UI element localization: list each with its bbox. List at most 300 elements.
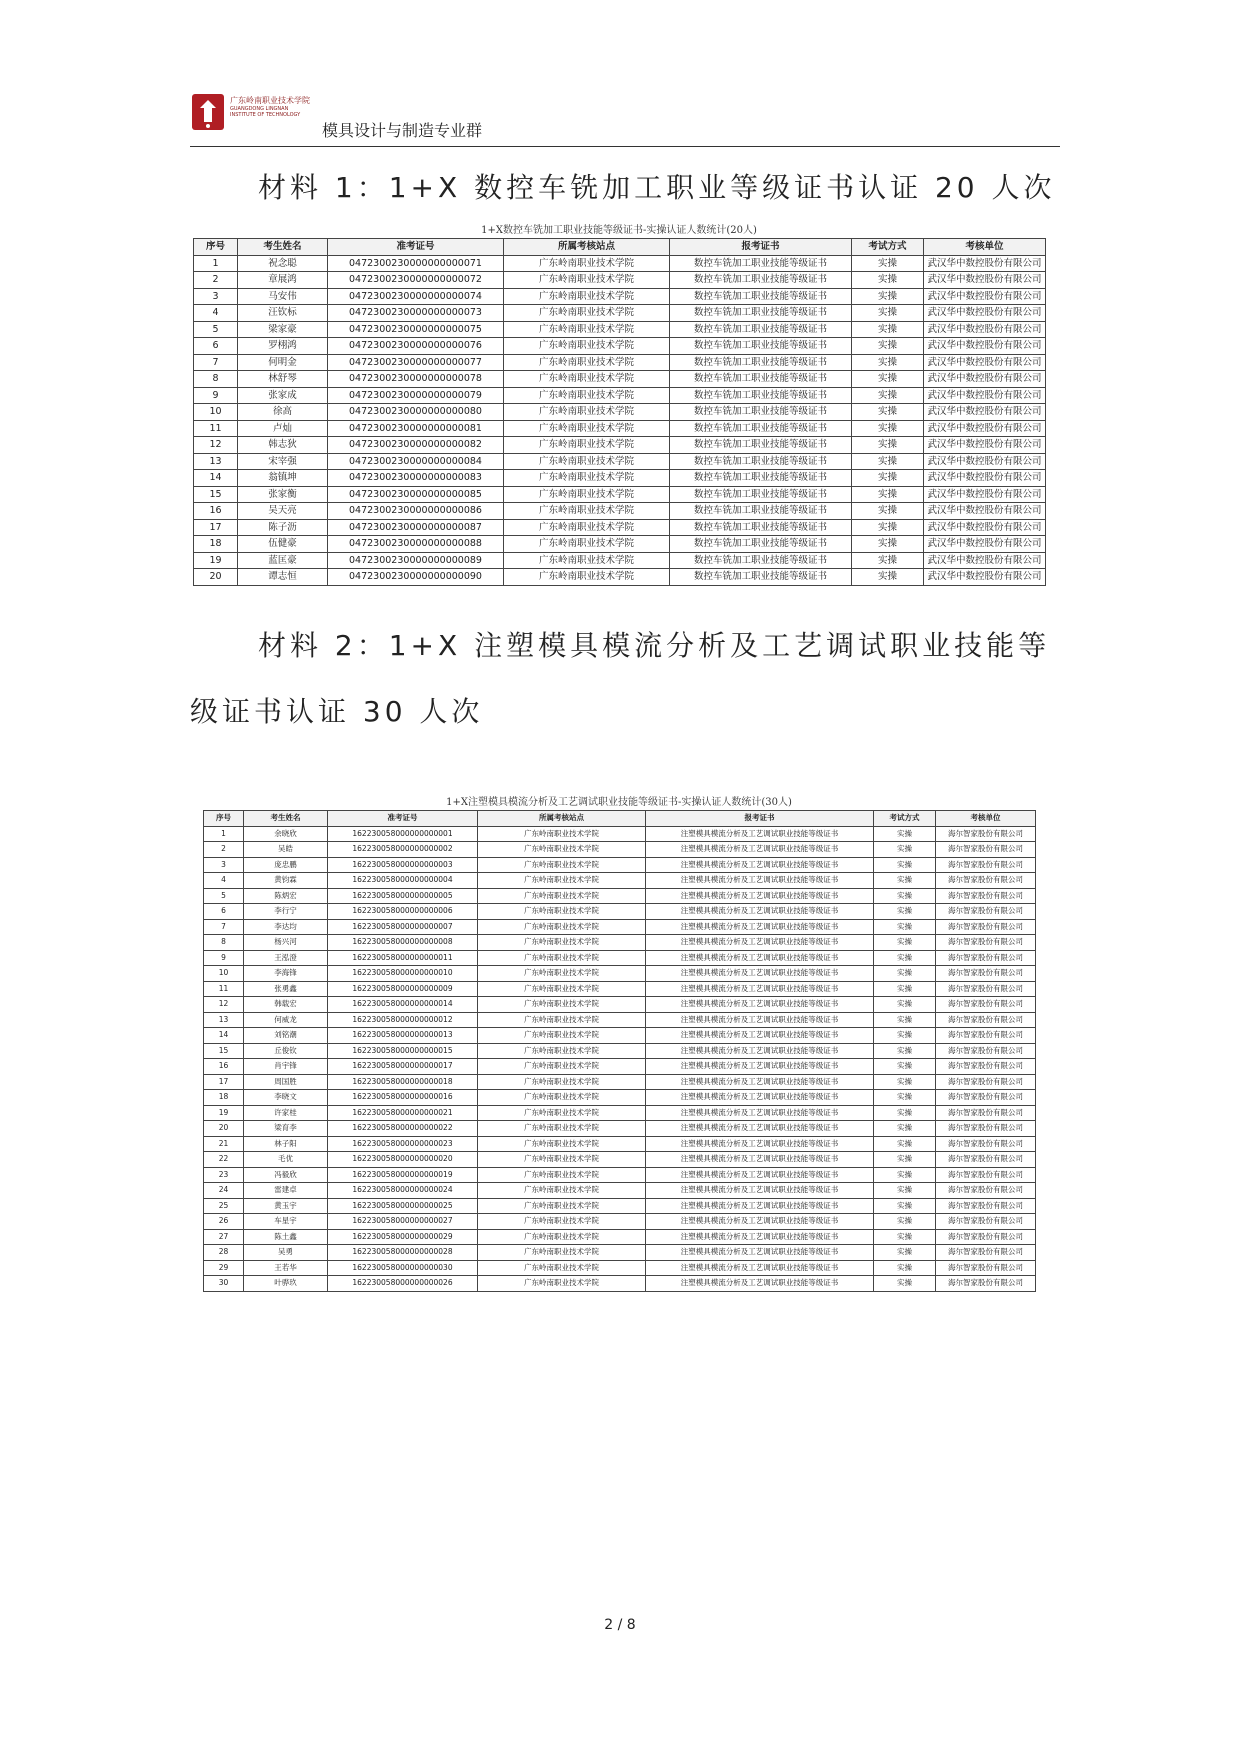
table-cell: 9 [204,950,244,966]
table-cell: 实操 [874,873,936,889]
table-cell: 注塑模具模流分析及工艺调试职业技能等级证书 [646,904,874,920]
material2-heading-line2: 级证书认证 30 人次 [190,695,484,728]
table-cell: 注塑模具模流分析及工艺调试职业技能等级证书 [646,1028,874,1044]
table-cell: 162230058000000000009 [328,981,478,997]
table-cell: 23 [204,1167,244,1183]
table-row [194,503,1046,520]
column-header: 准考证号 [328,811,478,827]
table-cell: 22 [204,1152,244,1168]
table-cell: 162230058000000000018 [328,1074,478,1090]
table-cell: 广东岭南职业技术学院 [478,1198,646,1214]
table-row [194,354,1046,371]
table-cell: 0472300230000000000078 [328,371,504,388]
table-cell: 海尔智家股份有限公司 [936,888,1036,904]
table-cell: 数控车铣加工职业技能等级证书 [670,305,852,322]
table-cell: 实操 [874,826,936,842]
table-cell: 黄钧霖 [244,873,328,889]
table-cell: 广东岭南职业技术学院 [504,321,670,338]
table-cell: 实操 [852,288,924,305]
table-cell: 162230058000000000029 [328,1229,478,1245]
table-cell: 广东岭南职业技术学院 [478,1105,646,1121]
table-cell: 162230058000000000030 [328,1260,478,1276]
table-cell: 张家成 [238,387,328,404]
table-cell: 海尔智家股份有限公司 [936,1260,1036,1276]
table-cell: 数控车铣加工职业技能等级证书 [670,338,852,355]
material2-table [203,810,1036,1292]
table-cell: 注塑模具模流分析及工艺调试职业技能等级证书 [646,842,874,858]
table-cell: 广东岭南职业技术学院 [504,486,670,503]
table-row [194,519,1046,536]
table-cell: 实操 [874,1136,936,1152]
table-cell: 162230058000000000027 [328,1214,478,1230]
table-cell: 实操 [852,371,924,388]
table-row [194,338,1046,355]
table-cell: 注塑模具模流分析及工艺调试职业技能等级证书 [646,1167,874,1183]
table-cell: 实操 [852,453,924,470]
table-cell: 3 [194,288,238,305]
table-cell: 实操 [852,404,924,421]
table-cell: 实操 [874,1214,936,1230]
table-cell: 广东岭南职业技术学院 [478,1012,646,1028]
table-row [194,371,1046,388]
table-cell: 实操 [874,1276,936,1292]
table-cell: 162230058000000000005 [328,888,478,904]
table-cell: 162230058000000000006 [328,904,478,920]
table-cell: 实操 [874,1229,936,1245]
table-cell: 实操 [874,888,936,904]
header-title: 模具设计与制造专业群 [322,121,483,140]
table-cell: 海尔智家股份有限公司 [936,1198,1036,1214]
table-cell: 注塑模具模流分析及工艺调试职业技能等级证书 [646,1260,874,1276]
table-cell: 0472300230000000000090 [328,569,504,586]
school-logo-text [230,96,310,118]
table-cell: 注塑模具模流分析及工艺调试职业技能等级证书 [646,1012,874,1028]
table-cell: 海尔智家股份有限公司 [936,873,1036,889]
table-cell: 卢灿 [238,420,328,437]
table-cell: 17 [204,1074,244,1090]
material2-table-block [203,796,1035,1292]
table-cell: 林子阳 [244,1136,328,1152]
table-cell: 王若华 [244,1260,328,1276]
table-header-row [204,811,1036,827]
table-cell: 数控车铣加工职业技能等级证书 [670,519,852,536]
table-cell: 12 [194,437,238,454]
table-cell: 广东岭南职业技术学院 [504,503,670,520]
table-cell: 实操 [874,919,936,935]
table-row [194,404,1046,421]
table-row [204,857,1036,873]
table-cell: 海尔智家股份有限公司 [936,904,1036,920]
table-cell: 实操 [874,1183,936,1199]
table-cell: 注塑模具模流分析及工艺调试职业技能等级证书 [646,1043,874,1059]
table-cell: 162230058000000000023 [328,1136,478,1152]
table-cell: 海尔智家股份有限公司 [936,1074,1036,1090]
table-cell: 7 [204,919,244,935]
table-cell: 广东岭南职业技术学院 [478,826,646,842]
table-cell: 广东岭南职业技术学院 [504,470,670,487]
material1-heading: 材料 1：1+X 数控车铣加工职业等级证书认证 20 人次 [258,171,1056,204]
table-cell: 广东岭南职业技术学院 [504,354,670,371]
table-cell: 海尔智家股份有限公司 [936,1090,1036,1106]
table-row [204,1028,1036,1044]
material2-heading-line1: 材料 2：1+X 注塑模具模流分析及工艺调试职业技能等 [258,629,1051,662]
table-cell: 庞忠鹏 [244,857,328,873]
table-cell: 武汉华中数控股份有限公司 [924,387,1046,404]
table-cell: 3 [204,857,244,873]
table-cell: 26 [204,1214,244,1230]
table-cell: 数控车铣加工职业技能等级证书 [670,503,852,520]
table-cell: 162230058000000000002 [328,842,478,858]
table-cell: 广东岭南职业技术学院 [504,437,670,454]
table-cell: 注塑模具模流分析及工艺调试职业技能等级证书 [646,873,874,889]
table-cell: 雷建卓 [244,1183,328,1199]
material1-table-block [193,224,1045,586]
table-cell: 刘铭潮 [244,1028,328,1044]
table-cell: 广东岭南职业技术学院 [478,919,646,935]
table-cell: 0472300230000000000083 [328,470,504,487]
table-cell: 数控车铣加工职业技能等级证书 [670,321,852,338]
table-cell: 广东岭南职业技术学院 [478,1167,646,1183]
table-cell: 6 [194,338,238,355]
table-cell: 广东岭南职业技术学院 [478,1090,646,1106]
table-row [204,1152,1036,1168]
table-cell: 广东岭南职业技术学院 [504,420,670,437]
table-cell: 广东岭南职业技术学院 [478,1074,646,1090]
table-cell: 162230058000000000003 [328,857,478,873]
table-cell: 广东岭南职业技术学院 [504,305,670,322]
table-cell: 19 [194,552,238,569]
table-cell: 广东岭南职业技术学院 [504,453,670,470]
table-row [194,321,1046,338]
table-cell: 海尔智家股份有限公司 [936,1028,1036,1044]
table-cell: 实操 [874,1105,936,1121]
table-cell: 162230058000000000014 [328,997,478,1013]
table-cell: 王泓澄 [244,950,328,966]
table-cell: 车星宇 [244,1214,328,1230]
table-cell: 广东岭南职业技术学院 [478,1136,646,1152]
table-cell: 梁育李 [244,1121,328,1137]
table-cell: 0472300230000000000072 [328,272,504,289]
table-cell: 章展鸿 [238,272,328,289]
table-row [194,255,1046,272]
table-cell: 实操 [852,470,924,487]
table-cell: 实操 [852,569,924,586]
table-cell: 数控车铣加工职业技能等级证书 [670,272,852,289]
table-cell: 0472300230000000000085 [328,486,504,503]
column-header: 报考证书 [646,811,874,827]
table-row [204,1245,1036,1261]
table-cell: 数控车铣加工职业技能等级证书 [670,371,852,388]
table-cell: 数控车铣加工职业技能等级证书 [670,569,852,586]
table-cell: 广东岭南职业技术学院 [478,1229,646,1245]
table-cell: 实操 [852,519,924,536]
table-cell: 注塑模具模流分析及工艺调试职业技能等级证书 [646,1074,874,1090]
table-cell: 海尔智家股份有限公司 [936,919,1036,935]
table-cell: 0472300230000000000075 [328,321,504,338]
table-cell: 162230058000000000024 [328,1183,478,1199]
table-cell: 0472300230000000000071 [328,255,504,272]
table-cell: 注塑模具模流分析及工艺调试职业技能等级证书 [646,857,874,873]
table-cell: 0472300230000000000073 [328,305,504,322]
table-cell: 实操 [874,1167,936,1183]
table-cell: 冯毅欣 [244,1167,328,1183]
table-row [204,919,1036,935]
table-cell: 数控车铣加工职业技能等级证书 [670,536,852,553]
table-cell: 武汉华中数控股份有限公司 [924,437,1046,454]
table-row [204,1090,1036,1106]
table-row [204,997,1036,1013]
table-row [204,1183,1036,1199]
table-cell: 注塑模具模流分析及工艺调试职业技能等级证书 [646,950,874,966]
table-cell: 海尔智家股份有限公司 [936,1121,1036,1137]
table-cell: 0472300230000000000089 [328,552,504,569]
table-cell: 162230058000000000025 [328,1198,478,1214]
table-cell: 广东岭南职业技术学院 [504,404,670,421]
table-cell: 16 [194,503,238,520]
table-cell: 吴勇 [244,1245,328,1261]
table-cell: 162230058000000000004 [328,873,478,889]
table-cell: 广东岭南职业技术学院 [504,536,670,553]
table-row [194,387,1046,404]
table-cell: 武汉华中数控股份有限公司 [924,354,1046,371]
table-cell: 11 [204,981,244,997]
table-cell: 0472300230000000000079 [328,387,504,404]
table-cell: 叶骅玖 [244,1276,328,1292]
table-cell: 实操 [852,272,924,289]
table-cell: 海尔智家股份有限公司 [936,935,1036,951]
table-cell: 0472300230000000000074 [328,288,504,305]
table-cell: 0472300230000000000088 [328,536,504,553]
table-cell: 实操 [874,1074,936,1090]
page-header [190,88,1060,147]
table-cell: 实操 [852,437,924,454]
material2-table-title: 1+X注塑模具模流分析及工艺调试职业技能等级证书-实操认证人数统计(30人) [446,797,792,808]
school-name-cn: 广东岭南职业技术学院 [230,96,310,105]
table-cell: 海尔智家股份有限公司 [936,842,1036,858]
table-cell: 武汉华中数控股份有限公司 [924,536,1046,553]
table-cell: 广东岭南职业技术学院 [504,288,670,305]
table-cell: 海尔智家股份有限公司 [936,1059,1036,1075]
table-cell: 4 [204,873,244,889]
table-row [194,569,1046,586]
table-cell: 李行宁 [244,904,328,920]
column-header: 所属考核站点 [478,811,646,827]
table-cell: 林舒琴 [238,371,328,388]
table-cell: 周国胜 [244,1074,328,1090]
column-header: 准考证号 [328,239,504,256]
table-cell: 16 [204,1059,244,1075]
table-cell: 10 [204,966,244,982]
table-cell: 0472300230000000000081 [328,420,504,437]
table-cell: 数控车铣加工职业技能等级证书 [670,387,852,404]
table-cell: 注塑模具模流分析及工艺调试职业技能等级证书 [646,1105,874,1121]
table-row [204,935,1036,951]
column-header: 考核单位 [924,239,1046,256]
table-cell: 14 [194,470,238,487]
table-cell: 注塑模具模流分析及工艺调试职业技能等级证书 [646,1245,874,1261]
column-header: 考试方式 [874,811,936,827]
table-cell: 注塑模具模流分析及工艺调试职业技能等级证书 [646,1276,874,1292]
table-cell: 162230058000000000021 [328,1105,478,1121]
table-row [204,873,1036,889]
table-cell: 7 [194,354,238,371]
table-cell: 注塑模具模流分析及工艺调试职业技能等级证书 [646,1198,874,1214]
table-cell: 162230058000000000015 [328,1043,478,1059]
column-header: 所属考核站点 [504,239,670,256]
table-cell: 19 [204,1105,244,1121]
table-cell: 武汉华中数控股份有限公司 [924,503,1046,520]
table-cell: 注塑模具模流分析及工艺调试职业技能等级证书 [646,966,874,982]
table-cell: 武汉华中数控股份有限公司 [924,569,1046,586]
table-cell: 广东岭南职业技术学院 [478,1214,646,1230]
table-row [194,486,1046,503]
table-cell: 徐高 [238,404,328,421]
table-cell: 翁镇坤 [238,470,328,487]
school-name-en-1: GUANGDONG LINGNAN [230,106,289,112]
table-cell: 29 [204,1260,244,1276]
table-cell: 海尔智家股份有限公司 [936,1229,1036,1245]
table-cell: 实操 [874,935,936,951]
table-cell: 海尔智家股份有限公司 [936,950,1036,966]
table-cell: 广东岭南职业技术学院 [504,255,670,272]
table-cell: 广东岭南职业技术学院 [478,1059,646,1075]
table-cell: 实操 [852,354,924,371]
table-cell: 9 [194,387,238,404]
table-cell: 注塑模具模流分析及工艺调试职业技能等级证书 [646,888,874,904]
table-cell: 21 [204,1136,244,1152]
table-cell: 24 [204,1183,244,1199]
table-cell: 1 [204,826,244,842]
table-row [204,1214,1036,1230]
table-cell: 武汉华中数控股份有限公司 [924,272,1046,289]
table-cell: 海尔智家股份有限公司 [936,1105,1036,1121]
table-cell: 20 [204,1121,244,1137]
table-cell: 广东岭南职业技术学院 [478,950,646,966]
table-row [194,470,1046,487]
table-cell: 实操 [874,1260,936,1276]
table-cell: 实操 [852,338,924,355]
table-row [204,1121,1036,1137]
table-cell: 11 [194,420,238,437]
table-cell: 数控车铣加工职业技能等级证书 [670,255,852,272]
table-cell: 0472300230000000000076 [328,338,504,355]
table-cell: 广东岭南职业技术学院 [478,935,646,951]
table-cell: 4 [194,305,238,322]
material1-table [193,238,1046,586]
table-cell: 注塑模具模流分析及工艺调试职业技能等级证书 [646,1059,874,1075]
table-cell: 海尔智家股份有限公司 [936,857,1036,873]
table-cell: 祝念聪 [238,255,328,272]
table-row [204,966,1036,982]
table-cell: 数控车铣加工职业技能等级证书 [670,453,852,470]
column-header: 序号 [194,239,238,256]
table-cell: 武汉华中数控股份有限公司 [924,404,1046,421]
table-cell: 162230058000000000010 [328,966,478,982]
table-row [194,453,1046,470]
table-cell: 武汉华中数控股份有限公司 [924,453,1046,470]
table-cell: 武汉华中数控股份有限公司 [924,321,1046,338]
table-cell: 海尔智家股份有限公司 [936,1043,1036,1059]
column-header: 考生姓名 [244,811,328,827]
table-cell: 注塑模具模流分析及工艺调试职业技能等级证书 [646,1214,874,1230]
table-row [204,1012,1036,1028]
table-cell: 数控车铣加工职业技能等级证书 [670,354,852,371]
table-cell: 0472300230000000000084 [328,453,504,470]
table-cell: 实操 [874,997,936,1013]
table-cell: 毛优 [244,1152,328,1168]
table-header-row [194,239,1046,256]
table-cell: 武汉华中数控股份有限公司 [924,420,1046,437]
table-cell: 20 [194,569,238,586]
material1-table-title: 1+X数控车铣加工职业技能等级证书-实操认证人数统计(20人) [481,225,757,236]
table-cell: 注塑模具模流分析及工艺调试职业技能等级证书 [646,997,874,1013]
table-cell: 武汉华中数控股份有限公司 [924,470,1046,487]
table-cell: 1 [194,255,238,272]
table-row [204,1059,1036,1075]
table-cell: 162230058000000000011 [328,950,478,966]
table-cell: 广东岭南职业技术学院 [478,857,646,873]
school-logo-icon [190,92,226,132]
table-cell: 实操 [874,904,936,920]
table-cell: 18 [204,1090,244,1106]
table-cell: 6 [204,904,244,920]
table-cell: 广东岭南职业技术学院 [478,1043,646,1059]
table-cell: 13 [204,1012,244,1028]
table-cell: 李海锋 [244,966,328,982]
table-cell: 162230058000000000013 [328,1028,478,1044]
table-cell: 海尔智家股份有限公司 [936,981,1036,997]
table-cell: 海尔智家股份有限公司 [936,1276,1036,1292]
table-cell: 武汉华中数控股份有限公司 [924,288,1046,305]
table-row [204,1229,1036,1245]
table-cell: 谭志恒 [238,569,328,586]
table-cell: 注塑模具模流分析及工艺调试职业技能等级证书 [646,919,874,935]
table-cell: 18 [194,536,238,553]
table-row [204,842,1036,858]
table-cell: 162230058000000000007 [328,919,478,935]
table-row [204,950,1036,966]
table-cell: 注塑模具模流分析及工艺调试职业技能等级证书 [646,1152,874,1168]
table-row [204,1260,1036,1276]
table-cell: 海尔智家股份有限公司 [936,1245,1036,1261]
table-cell: 实操 [852,305,924,322]
table-cell: 0472300230000000000080 [328,404,504,421]
table-row [194,536,1046,553]
table-cell: 韩志狄 [238,437,328,454]
table-cell: 162230058000000000001 [328,826,478,842]
table-cell: 8 [204,935,244,951]
table-cell: 实操 [874,1245,936,1261]
table-cell: 实操 [874,1198,936,1214]
table-cell: 广东岭南职业技术学院 [478,842,646,858]
table-cell: 实操 [874,1121,936,1137]
table-cell: 数控车铣加工职业技能等级证书 [670,437,852,454]
table-cell: 13 [194,453,238,470]
table-cell: 广东岭南职业技术学院 [504,272,670,289]
table-cell: 武汉华中数控股份有限公司 [924,486,1046,503]
table-cell: 陈子沥 [238,519,328,536]
table-cell: 广东岭南职业技术学院 [504,338,670,355]
table-cell: 实操 [874,1012,936,1028]
table-cell: 实操 [874,1090,936,1106]
table-cell: 实操 [874,842,936,858]
table-cell: 广东岭南职业技术学院 [478,966,646,982]
table-cell: 广东岭南职业技术学院 [504,569,670,586]
table-cell: 李达均 [244,919,328,935]
table-cell: 罗栩鸿 [238,338,328,355]
table-row [204,1198,1036,1214]
table-cell: 实操 [852,321,924,338]
